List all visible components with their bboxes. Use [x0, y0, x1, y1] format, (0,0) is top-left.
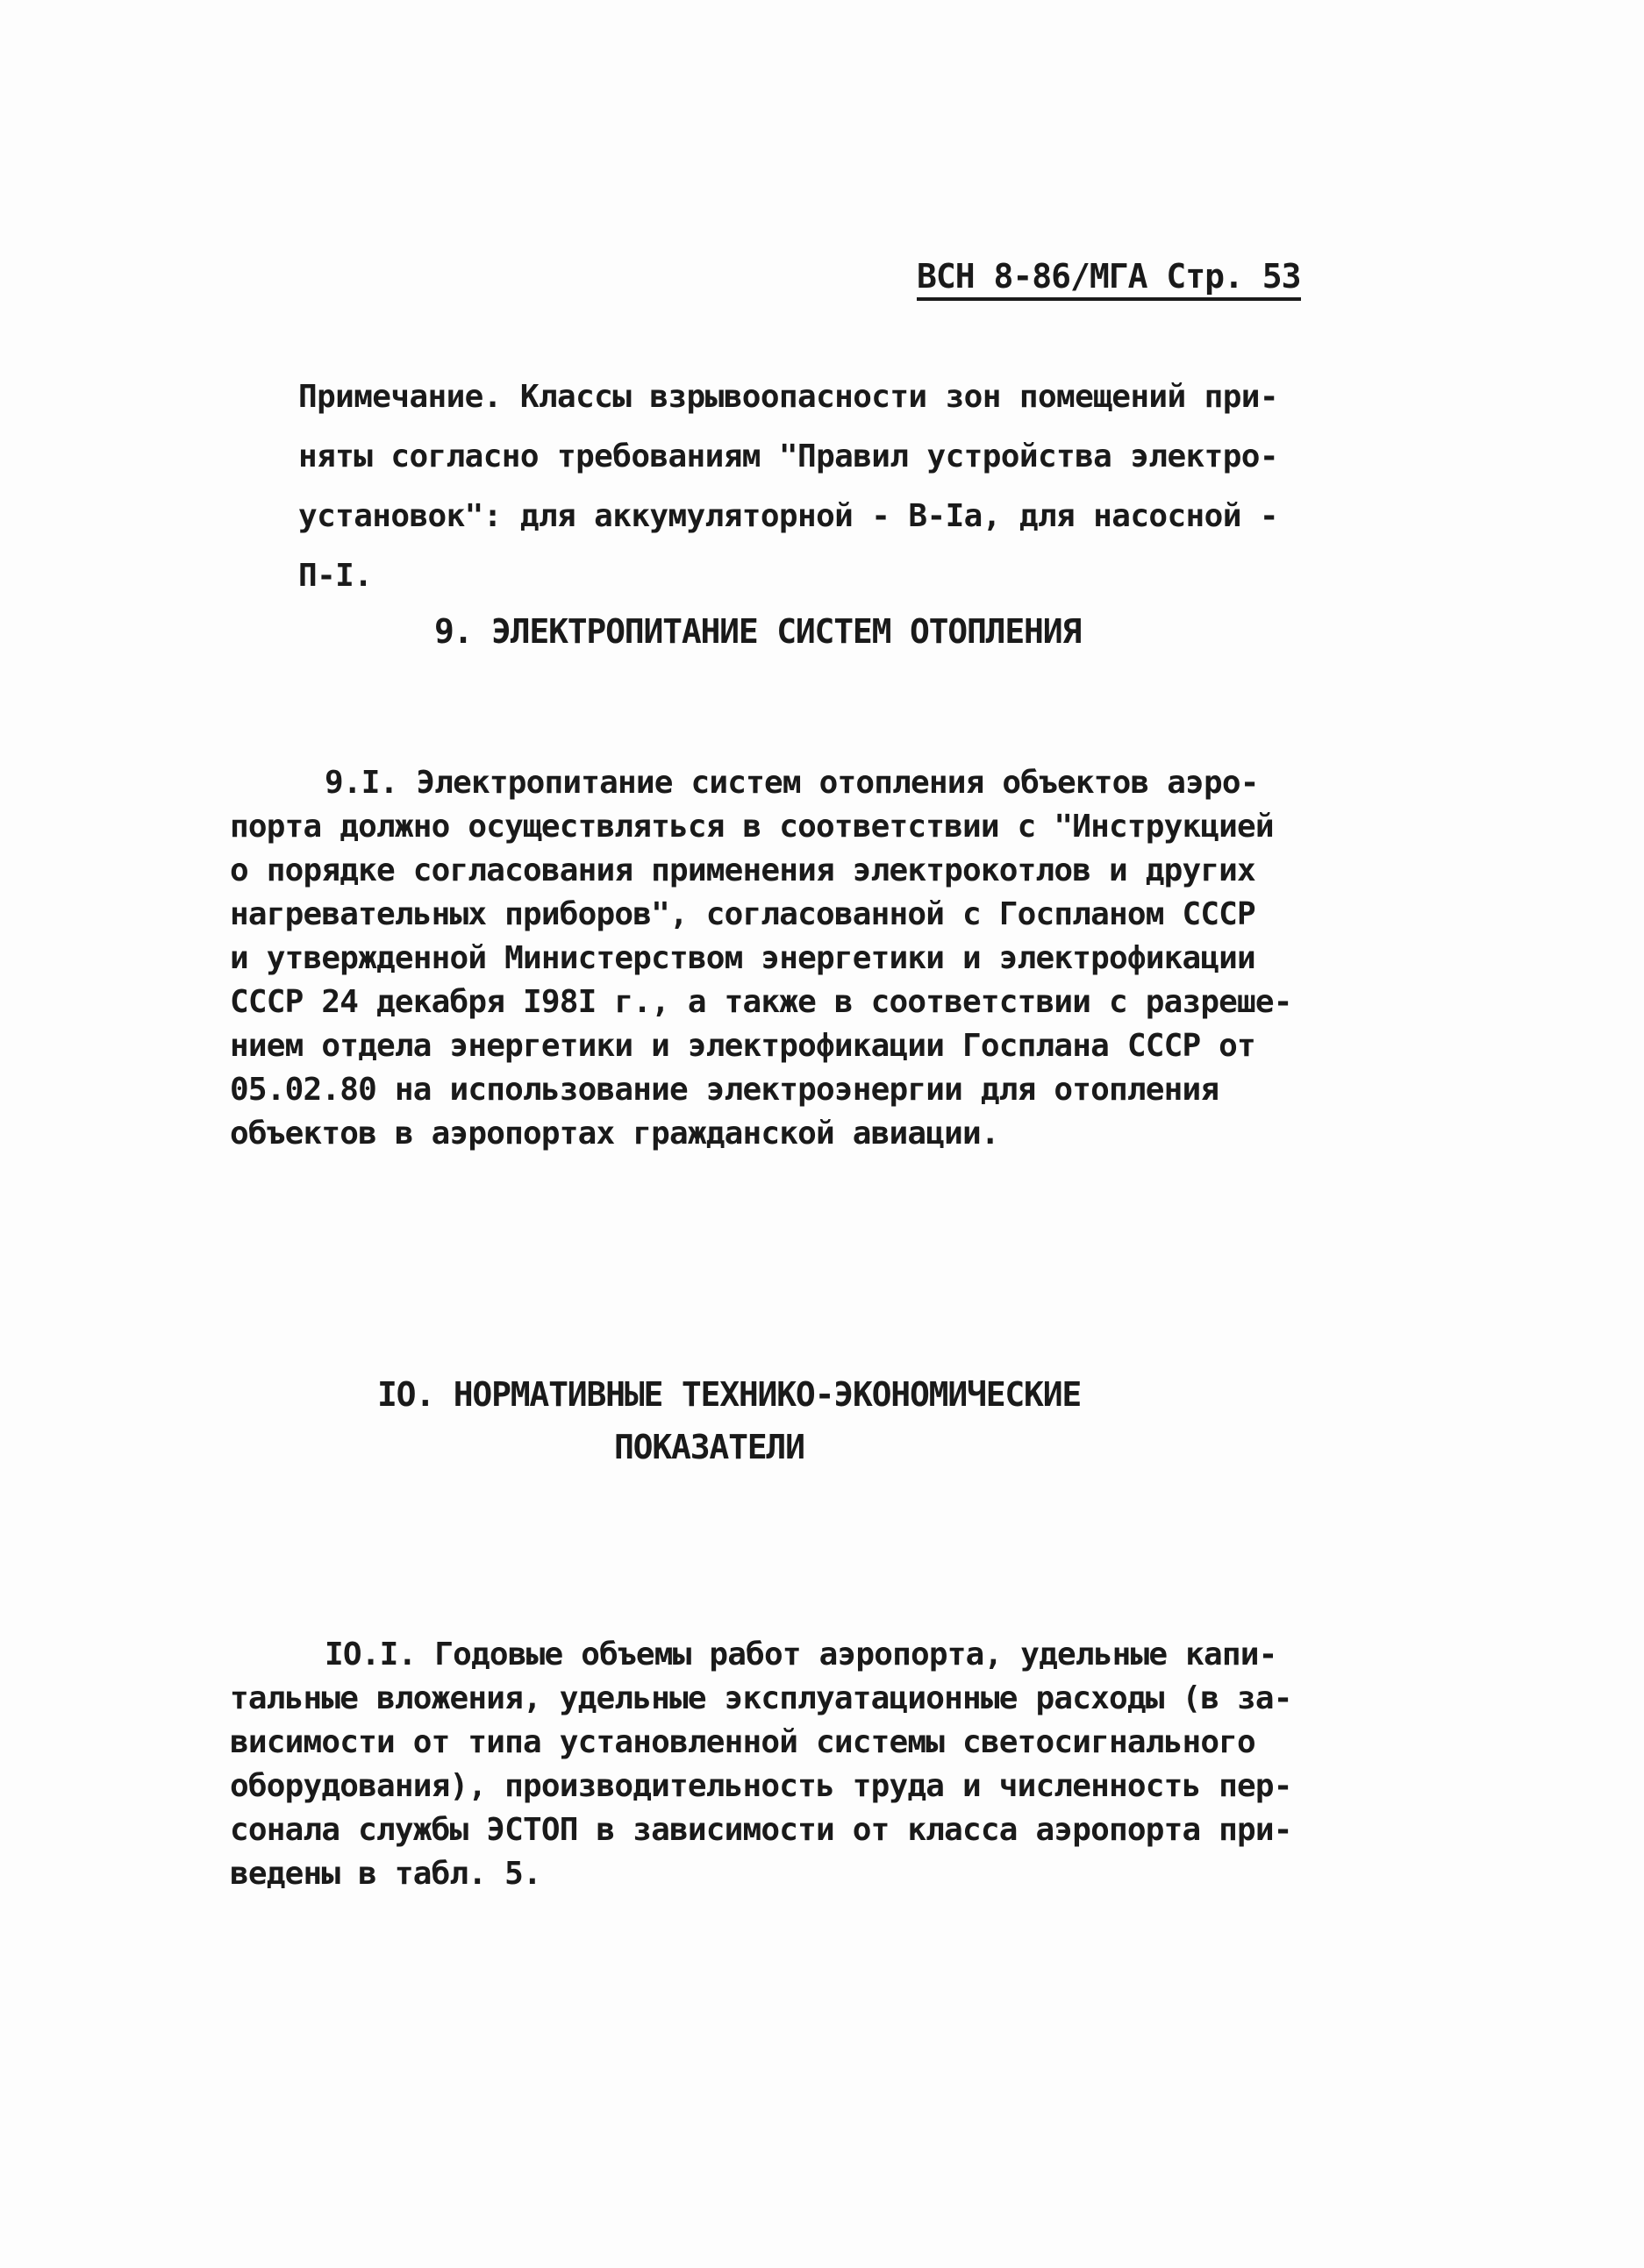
paragraph-line: и утвержденной Министерством энергетики и электрофикации [230, 940, 1255, 976]
paragraph-line: СССР 24 декабря I98I г., а также в соответствии с разреше- [230, 984, 1292, 1020]
paragraph-line: тальные вложения, удельные эксплуатационные расходы (в за- [230, 1680, 1292, 1716]
paragraph-line: нием отдела энергетики и электрофикации Госплана СССР от [230, 1028, 1255, 1064]
section-10-title-line-1: IO. НОРМАТИВНЫЕ ТЕХНИКО-ЭКОНОМИЧЕСКИЕ [377, 1375, 1082, 1414]
paragraph-line: 05.02.80 на использование электроэнергии для отопления [230, 1072, 1219, 1108]
section-9-title: 9. ЭЛЕКТРОПИТАНИЕ СИСТЕМ ОТОПЛЕНИЯ [434, 612, 1082, 651]
paragraph-line: ведены в табл. 5. [230, 1856, 541, 1892]
paragraph-line: сонала службы ЭСТОП в зависимости от класса аэропорта при- [230, 1812, 1292, 1848]
paragraph-line: порта должно осуществляться в соответствии с "Инструкцией [230, 809, 1274, 845]
section-10-paragraph [230, 1633, 1326, 1896]
note-line: установок": для аккумуляторной - В-Iа, для насосной - [298, 498, 1278, 534]
paragraph-line: о порядке согласования применения электрокотлов и других [230, 852, 1255, 888]
paragraph-line: нагревательных приборов", согласованной с Госпланом СССР [230, 896, 1255, 932]
paragraph-line: оборудования), производительность труда и численность пер- [230, 1768, 1292, 1804]
paragraph-line: висимости от типа установленной системы светосигнального [230, 1724, 1255, 1760]
note-paragraph [298, 353, 1281, 621]
paragraph-line: IO.I. Годовые объемы работ аэропорта, удельные капи- [325, 1637, 1277, 1672]
note-line: Примечание. Классы взрывоопасности зон помещений при- [298, 379, 1278, 415]
section-10-title-line-2: ПОКАЗАТЕЛИ [614, 1428, 804, 1466]
note-line: П-I. [298, 558, 373, 594]
section-9-paragraph [230, 761, 1326, 1156]
document-reference-header: ВСН 8-86/МГА Стр. 53 [917, 257, 1301, 301]
paragraph-line: объектов в аэропортах гражданской авиации. [230, 1116, 999, 1152]
note-line: няты согласно требованиям "Правил устройства электро- [298, 439, 1278, 474]
paragraph-line: 9.I. Электропитание систем отопления объектов аэро- [325, 765, 1259, 801]
